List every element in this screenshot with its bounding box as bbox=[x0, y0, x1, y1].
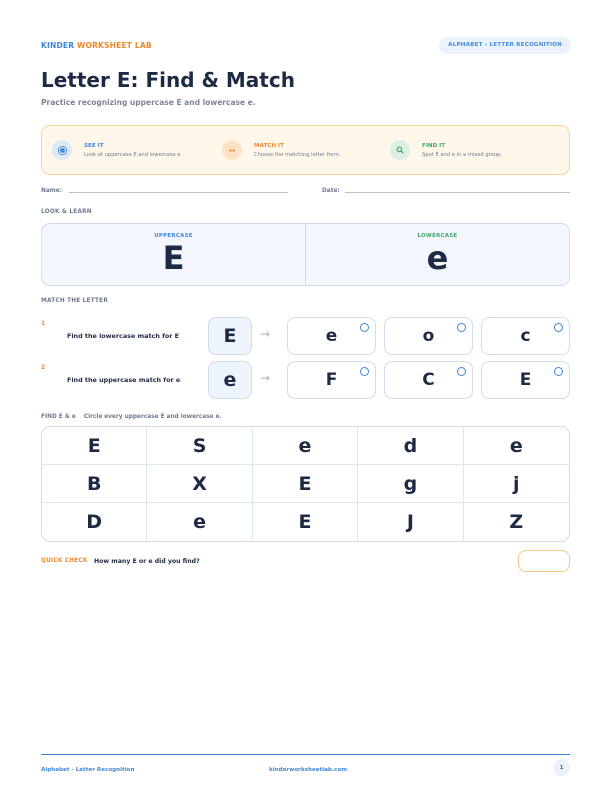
uppercase-caption: UPPERCASE bbox=[154, 233, 193, 239]
step-find-it bbox=[390, 140, 560, 160]
grid-cell[interactable]: E bbox=[253, 503, 358, 541]
find-heading-label: FIND E & e bbox=[41, 414, 76, 420]
option-letter: E bbox=[519, 370, 532, 390]
search-icon bbox=[390, 140, 410, 160]
step-title: MATCH IT bbox=[254, 142, 284, 149]
answer-option[interactable] bbox=[481, 361, 570, 399]
target-icon bbox=[52, 140, 72, 160]
radio-button[interactable] bbox=[360, 323, 369, 332]
quick-check-label: QUICK CHECK bbox=[41, 558, 88, 564]
grid-cell[interactable]: E bbox=[253, 465, 358, 503]
grid-cell[interactable]: j bbox=[464, 465, 569, 503]
name-field[interactable] bbox=[69, 192, 288, 193]
page-title: Letter E: Find & Match bbox=[41, 68, 295, 92]
answer-option[interactable] bbox=[287, 317, 376, 355]
match-row bbox=[41, 361, 570, 399]
option-letter: F bbox=[325, 370, 338, 390]
option-letter: e bbox=[325, 326, 338, 346]
grid-cell[interactable]: D bbox=[42, 503, 147, 541]
radio-button[interactable] bbox=[360, 367, 369, 376]
topic-badge: ALPHABET - LETTER RECOGNITION bbox=[439, 37, 571, 54]
radio-button[interactable] bbox=[457, 323, 466, 332]
step-title: FIND IT bbox=[422, 142, 446, 149]
answer-option[interactable] bbox=[481, 317, 570, 355]
grid-cell[interactable]: B bbox=[42, 465, 147, 503]
match-prompt: Find the lowercase match for E bbox=[67, 332, 180, 340]
quick-check-question: How many E or e did you find? bbox=[94, 558, 200, 565]
grid-cell[interactable]: g bbox=[358, 465, 463, 503]
brand-logo: KINDER WORKSHEET LAB bbox=[41, 41, 152, 50]
grid-cell[interactable]: E bbox=[42, 427, 147, 465]
grid-cell[interactable]: d bbox=[358, 427, 463, 465]
look-learn-heading: LOOK & LEARN bbox=[41, 209, 92, 215]
option-letter: o bbox=[422, 326, 435, 346]
lowercase-caption: LOWERCASE bbox=[417, 233, 458, 239]
question-number: 2 bbox=[41, 364, 46, 371]
uppercase-letter: E bbox=[162, 239, 185, 277]
quick-check-answer-box[interactable] bbox=[518, 550, 570, 572]
name-label: Name: bbox=[41, 188, 63, 194]
look-learn-panel bbox=[41, 223, 570, 286]
step-desc: Spot E and e in a mixed group. bbox=[422, 151, 503, 158]
option-letter: c bbox=[520, 326, 531, 346]
radio-button[interactable] bbox=[554, 367, 563, 376]
grid-cell[interactable]: e bbox=[147, 503, 252, 541]
grid-cell[interactable]: J bbox=[358, 503, 463, 541]
grid-cell[interactable]: e bbox=[464, 427, 569, 465]
page-number: 1 bbox=[553, 759, 570, 776]
step-see-it bbox=[52, 140, 222, 160]
match-prompt: Find the uppercase match for e bbox=[67, 376, 181, 384]
arrow-right-icon: → bbox=[260, 327, 271, 341]
step-title: SEE IT bbox=[84, 142, 104, 149]
step-desc: Look at uppercase E and lowercase e. bbox=[84, 151, 183, 158]
page-subtitle: Practice recognizing uppercase E and lowercase e. bbox=[41, 98, 256, 107]
target-letter: E bbox=[208, 317, 252, 355]
grid-cell[interactable]: e bbox=[253, 427, 358, 465]
match-heading: MATCH THE LETTER bbox=[41, 298, 108, 304]
date-field[interactable] bbox=[345, 192, 570, 193]
date-label: Date: bbox=[322, 188, 340, 194]
find-instruction: Circle every uppercase E and lowercase e. bbox=[83, 414, 222, 420]
steps-panel bbox=[41, 125, 570, 175]
step-desc: Choose the matching letter form. bbox=[254, 151, 341, 158]
lowercase-panel bbox=[305, 224, 569, 285]
uppercase-panel bbox=[42, 224, 305, 285]
footer-site: kinderworksheetlab.com bbox=[269, 767, 348, 773]
grid-cell[interactable]: Z bbox=[509, 511, 524, 533]
arrow-right-icon: → bbox=[260, 371, 271, 385]
radio-button[interactable] bbox=[554, 323, 563, 332]
step-match-it bbox=[222, 140, 390, 160]
question-number: 1 bbox=[41, 320, 46, 327]
find-heading bbox=[41, 414, 222, 420]
answer-option[interactable] bbox=[287, 361, 376, 399]
radio-button[interactable] bbox=[457, 367, 466, 376]
letter-grid bbox=[41, 426, 570, 542]
answer-option[interactable] bbox=[384, 317, 473, 355]
target-letter: e bbox=[208, 361, 252, 399]
footer-divider bbox=[41, 754, 570, 755]
option-letter: C bbox=[422, 370, 435, 390]
match-row bbox=[41, 317, 570, 355]
grid-cell[interactable]: X bbox=[147, 465, 252, 503]
swap-arrows-icon: ↔ bbox=[222, 140, 242, 160]
lowercase-letter: e bbox=[426, 239, 449, 277]
grid-cell[interactable]: S bbox=[147, 427, 252, 465]
footer-topic: Alphabet - Letter Recognition bbox=[41, 767, 135, 773]
answer-option[interactable] bbox=[384, 361, 473, 399]
